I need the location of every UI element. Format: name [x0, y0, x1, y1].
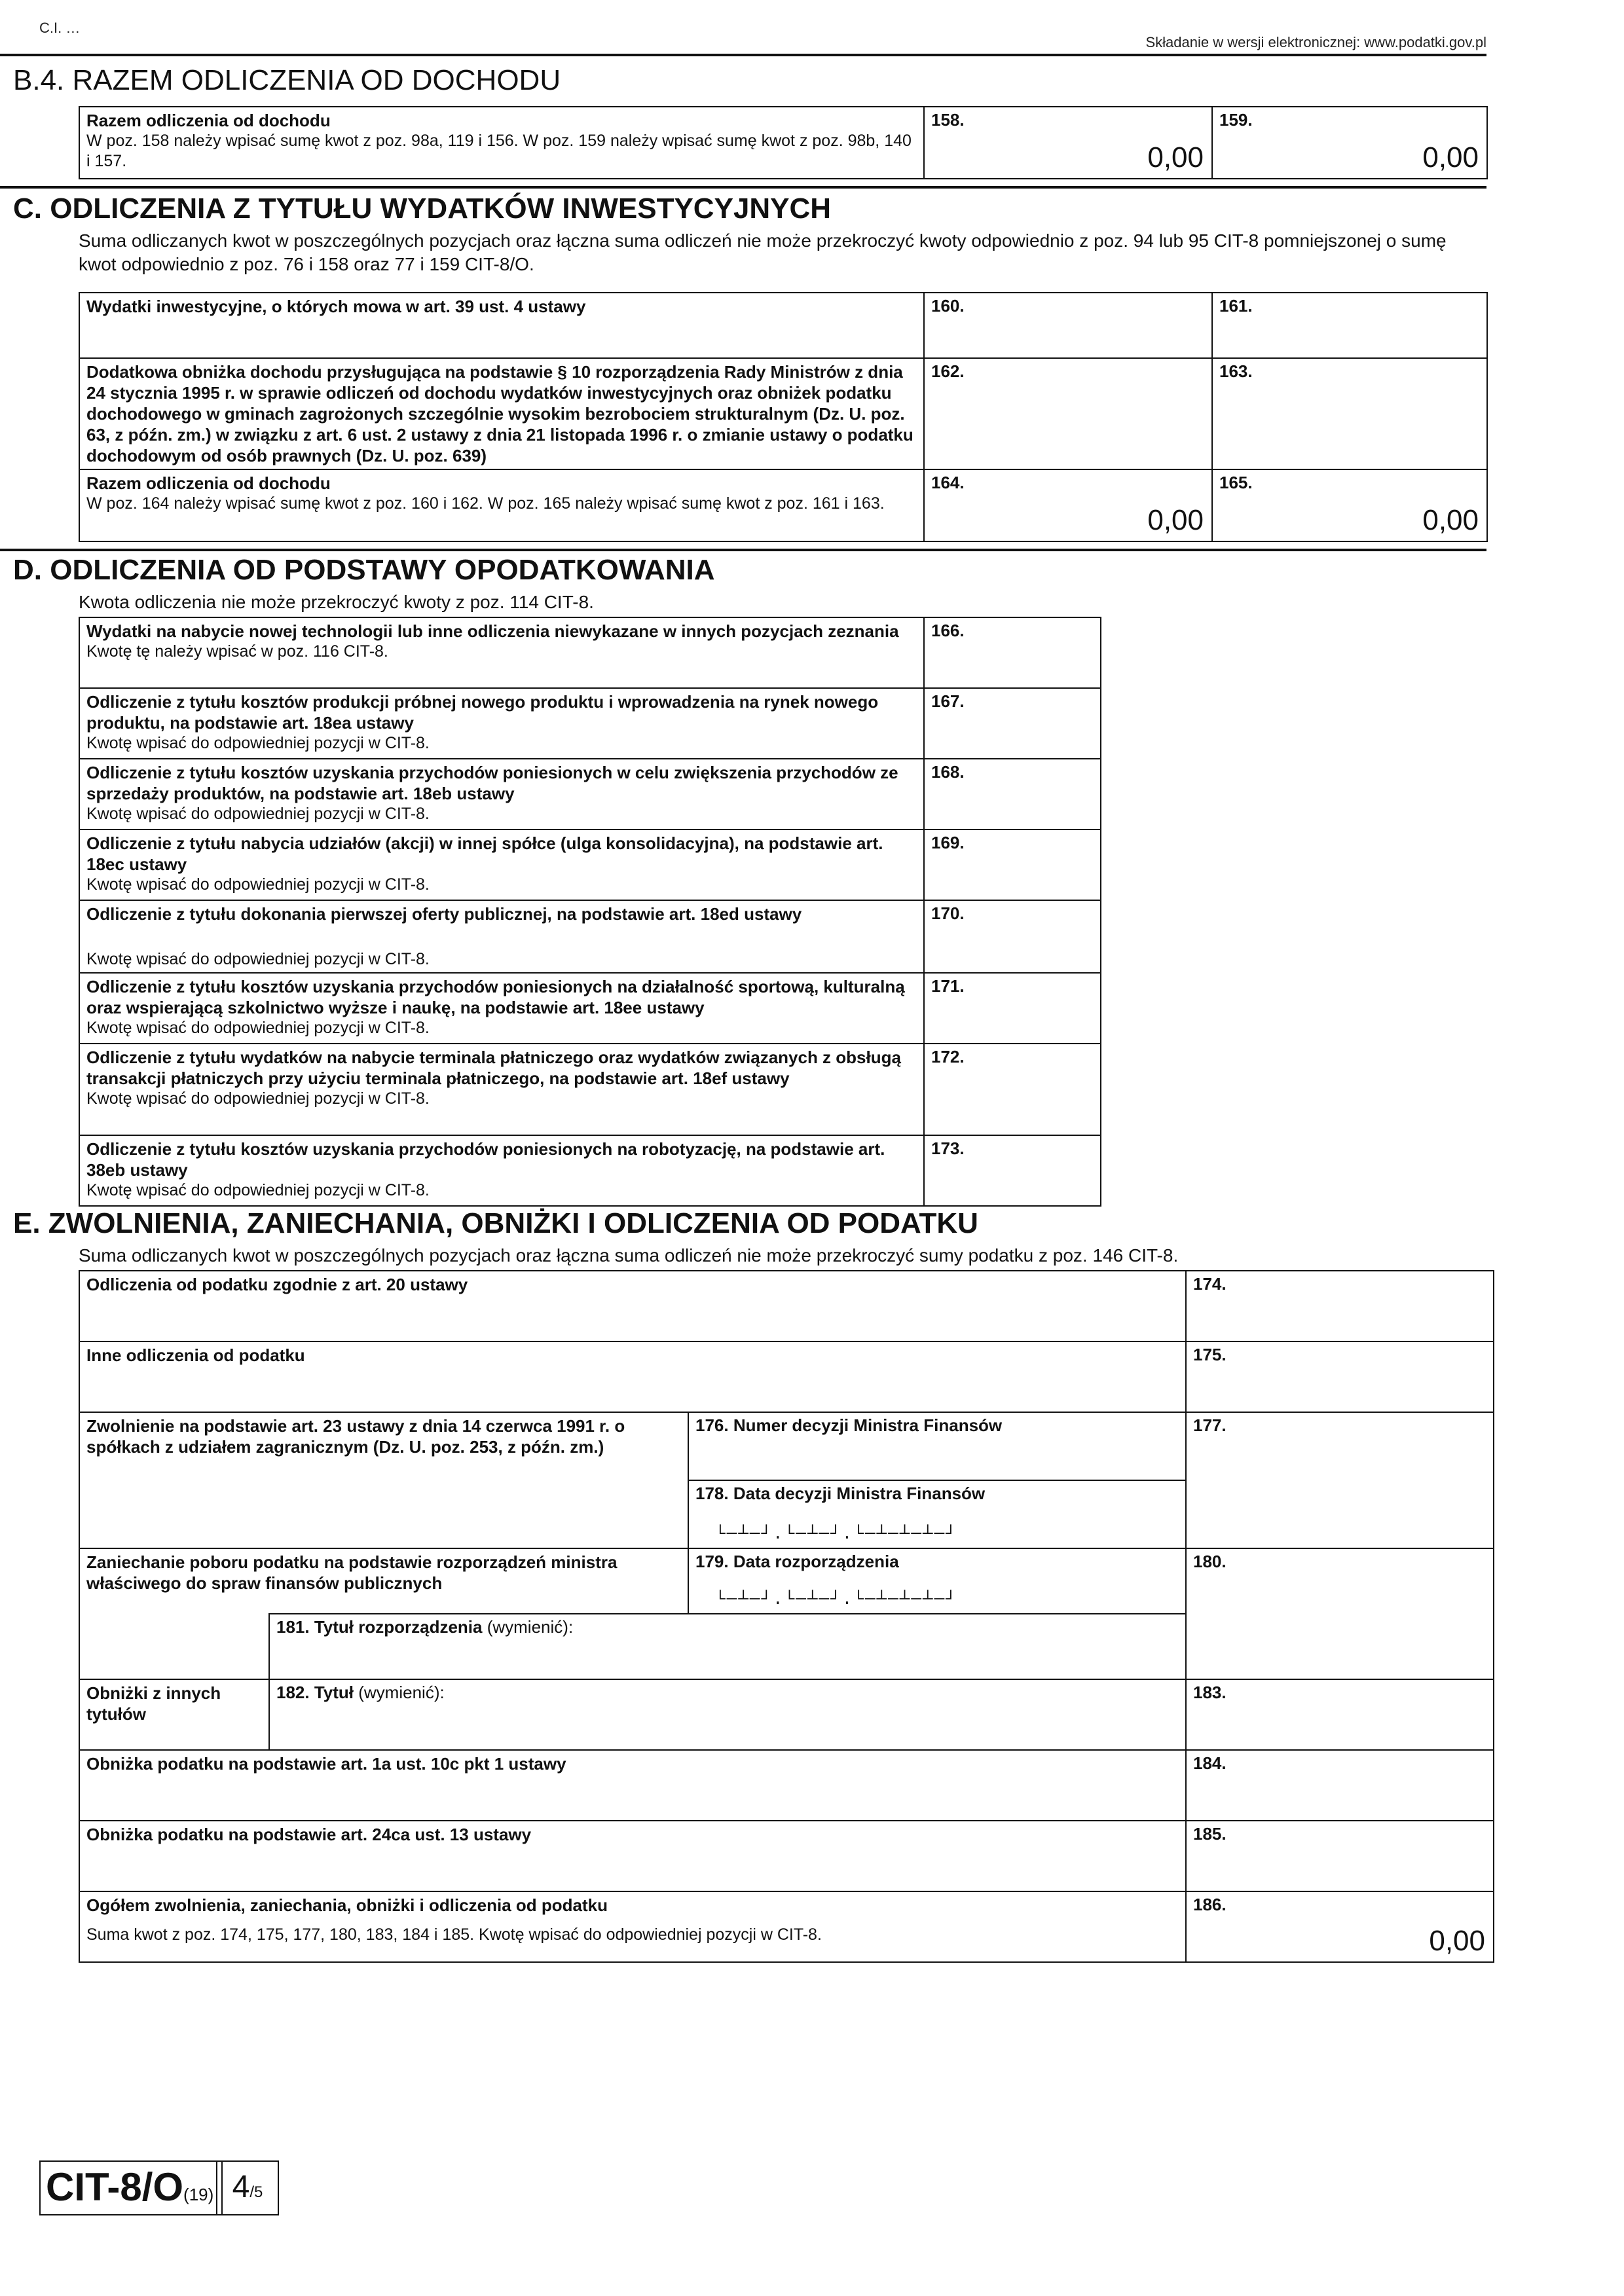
e-row-180-label [79, 1548, 688, 1614]
field-number: 161. [1219, 296, 1253, 316]
d-row-instruction: Kwotę wpisać do odpowiedniej pozycji w CIT-8. [86, 1019, 430, 1037]
d-row-label: Odliczenie z tytułu kosztów uzyskania przychodów poniesionych na działalność sportową, kulturalną oraz wspierającą szkolnictwo wyższe i naukę, na podstawie art. 18ee ustawy [86, 977, 905, 1017]
field-number: 160. [931, 296, 965, 316]
e-row-185-label [79, 1821, 1186, 1891]
b4-label-cell [79, 107, 924, 179]
field-number: 172. [931, 1047, 965, 1066]
d-row-label: Wydatki na nabycie nowej technologii lub inne odliczenia niewykazane w innych pozycjach zeznania [86, 621, 899, 641]
field-185[interactable] [1186, 1821, 1494, 1891]
field-number: 168. [931, 762, 965, 782]
field-number: 183. [1193, 1683, 1227, 1702]
field-159-value: 0,00 [1422, 141, 1479, 173]
field-179[interactable] [688, 1548, 1186, 1614]
d-row-label: Odliczenie z tytułu wydatków na nabycie terminala płatniczego oraz wydatków związanych z obsługą transakcji płatniczych przy użyciu terminala płatniczego, na podstawie art. 18ef ustawy [86, 1048, 901, 1088]
field-number: 170. [931, 903, 965, 923]
section-d-table [79, 617, 1101, 1207]
field-171[interactable] [924, 973, 1101, 1044]
d-row-171-label [79, 973, 924, 1044]
date-boxes-179: └─┴─┘.└─┴─┘.└─┴─┴─┴─┘ [715, 1590, 957, 1609]
section-c-note: Suma odliczanych kwot w poszczególnych pozycjach oraz łączna suma odliczeń nie może przekroczyć kwoty odpowiednio z poz. 94 lub 95 CIT-8 pomniejszonej o sumę kwot odpowiednio z poz. 76 i 158 oraz 77 i 159 CIT-8/O. [79, 230, 1447, 274]
field-167[interactable] [924, 688, 1101, 759]
section-c-bottom-rule [0, 549, 1486, 551]
field-177[interactable] [1186, 1412, 1494, 1548]
field-number: 162. [931, 361, 965, 381]
field-186[interactable] [1186, 1891, 1494, 1962]
field-173[interactable] [924, 1135, 1101, 1206]
b4-instruction: W poz. 158 należy wpisać sumę kwot z poz. 98a, 119 i 156. W poz. 159 należy wpisać sumę kwot z poz. 98b, 140 i 157. [86, 132, 912, 170]
e-row-183-label [79, 1679, 269, 1750]
e-row-label: Ogółem zwolnienia, zaniechania, obniżki i odliczenia od podatku [86, 1895, 608, 1915]
field-160[interactable] [924, 293, 1212, 358]
field-number: 165. [1219, 473, 1253, 492]
c-row-instruction: W poz. 164 należy wpisać sumę kwot z poz. 160 i 162. W poz. 165 należy wpisać sumę kwot z poz. 161 i 163. [86, 494, 885, 513]
d-row-167-label [79, 688, 924, 759]
d-row-170-label [79, 900, 924, 973]
d-row-173-label [79, 1135, 924, 1206]
b4-label: Razem odliczenia od dochodu [86, 111, 331, 130]
e-row-177-label [79, 1412, 688, 1548]
d-row-166-label [79, 617, 924, 688]
c-row-label: Wydatki inwestycyjne, o których mowa w art. 39 ust. 4 ustawy [86, 297, 586, 316]
d-row-label: Odliczenie z tytułu kosztów uzyskania przychodów poniesionych w celu zwiększenia przychodów ze sprzedaży produktów, na podstawie art. 18eb ustawy [86, 763, 898, 803]
header-rule [0, 54, 1486, 56]
d-row-169-label [79, 829, 924, 900]
field-169[interactable] [924, 829, 1101, 900]
field-183[interactable] [1186, 1679, 1494, 1750]
section-d-title: D. ODLICZENIA OD PODSTAWY OPODATKOWANIA [13, 554, 715, 586]
field-176[interactable] [688, 1412, 1186, 1480]
field-number: 185. [1193, 1824, 1227, 1844]
form-version: (19) [183, 2185, 214, 2204]
form-code-box [39, 2160, 223, 2215]
d-row-label: Odliczenie z tytułu kosztów produkcji próbnej nowego produktu i wprowadzenia na rynek nowego produktu, na podstawie art. 18ea ustawy [86, 692, 879, 733]
e-row-174-label [79, 1271, 1186, 1341]
field-number: 179. Data rozporządzenia [695, 1552, 899, 1571]
field-182[interactable] [269, 1679, 1186, 1750]
section-b4-title: B.4. RAZEM ODLICZENIA OD DOCHODU [13, 64, 561, 96]
field-number: 166. [931, 621, 965, 640]
section-d-note: Kwota odliczenia nie może przekroczyć kwoty z poz. 114 CIT-8. [79, 592, 594, 612]
page-number-box [216, 2160, 279, 2215]
field-166[interactable] [924, 617, 1101, 688]
section-b4-table [79, 106, 1488, 179]
d-row-label: Odliczenie z tytułu kosztów uzyskania przychodów poniesionych na robotyzację, na podstawie art. 38eb ustawy [86, 1139, 885, 1180]
form-code: CIT-8/O [46, 2165, 184, 2209]
field-161[interactable] [1212, 293, 1487, 358]
field-158-value: 0,00 [1147, 141, 1204, 173]
d-row-instruction: Kwotę wpisać do odpowiedniej pozycji w CIT-8. [86, 875, 430, 894]
date-boxes-178: └─┴─┘.└─┴─┘.└─┴─┴─┴─┘ [715, 1524, 957, 1544]
field-number: 169. [931, 833, 965, 852]
e-row-175-label [79, 1341, 1186, 1412]
d-row-instruction: Kwotę wpisać do odpowiedniej pozycji w CIT-8. [86, 950, 430, 968]
e-row-186-label [79, 1891, 1186, 1962]
d-row-instruction: Kwotę wpisać do odpowiedniej pozycji w CIT-8. [86, 805, 430, 823]
d-row-instruction: Kwotę tę należy wpisać w poz. 116 CIT-8. [86, 642, 388, 661]
field-182-hint: (wymienić): [358, 1683, 445, 1702]
section-b4-bottom-rule [0, 186, 1486, 189]
field-number: 186. [1193, 1895, 1227, 1914]
e-row-instruction: Suma kwot z poz. 174, 175, 177, 180, 183, 184 i 185. Kwotę wpisać do odpowiedniej pozycji w CIT-8. [86, 1925, 822, 1944]
field-175[interactable] [1186, 1341, 1494, 1412]
section-c-table [79, 292, 1488, 542]
field-184[interactable] [1186, 1750, 1494, 1821]
e-row-label: Obniżka podatku na podstawie art. 24ca ust. 13 ustawy [86, 1825, 532, 1844]
field-number: 173. [931, 1139, 965, 1158]
field-174[interactable] [1186, 1271, 1494, 1341]
field-182-title: 182. Tytuł [276, 1683, 354, 1702]
c-row-label: Razem odliczenia od dochodu [86, 473, 331, 493]
field-159[interactable] [1212, 107, 1487, 179]
field-number: 184. [1193, 1753, 1227, 1773]
field-number: 167. [931, 691, 965, 711]
field-162[interactable] [924, 358, 1212, 469]
section-c-title: C. ODLICZENIA Z TYTUŁU WYDATKÓW INWESTYCYJNYCH [13, 192, 832, 225]
d-row-instruction: Kwotę wpisać do odpowiedniej pozycji w CIT-8. [86, 734, 430, 752]
d-row-instruction: Kwotę wpisać do odpowiedniej pozycji w CIT-8. [86, 1181, 430, 1199]
field-181-title: 181. Tytuł rozporządzenia [276, 1617, 483, 1637]
e-row-184-label [79, 1750, 1186, 1821]
field-number [276, 1683, 1179, 1703]
section-e-table [79, 1270, 1494, 1963]
d-row-label: Odliczenie z tytułu nabycia udziałów (akcji) w innej spółce (ulga konsolidacyjna), na podstawie art. 18ec ustawy [86, 833, 883, 874]
page-number: 4 [232, 2170, 250, 2204]
field-180[interactable] [1186, 1548, 1494, 1679]
field-181-hint: (wymienić): [487, 1617, 574, 1637]
d-row-label: Odliczenie z tytułu dokonania pierwszej oferty publicznej, na podstawie art. 18ed ustawy [86, 904, 802, 924]
d-row-168-label [79, 759, 924, 829]
field-number: 176. Numer decyzji Ministra Finansów [695, 1415, 1003, 1435]
e-row-label: Zaniechanie poboru podatku na podstawie rozporządzeń ministra właściwego do spraw finansów publicznych [86, 1552, 618, 1593]
field-number: 175. [1193, 1345, 1227, 1364]
field-number: 177. [1193, 1415, 1227, 1435]
field-164-value: 0,00 [1147, 504, 1204, 536]
c-row-162-label [79, 358, 924, 469]
field-168[interactable] [924, 759, 1101, 829]
section-e-title: E. ZWOLNIENIA, ZANIECHANIA, OBNIŻKI I ODLICZENIA OD PODATKU [13, 1207, 978, 1239]
field-163[interactable] [1212, 358, 1487, 469]
field-number: 163. [1219, 361, 1253, 381]
d-row-instruction: Kwotę wpisać do odpowiedniej pozycji w CIT-8. [86, 1089, 430, 1108]
section-e-note: Suma odliczanych kwot w poszczególnych pozycjach oraz łączna suma odliczeń nie może przekroczyć sumy podatku z poz. 146 CIT-8. [79, 1245, 1179, 1266]
field-number [276, 1617, 1179, 1637]
field-165-value: 0,00 [1422, 504, 1479, 536]
e-row-180-spacer [79, 1614, 269, 1679]
field-172[interactable] [924, 1044, 1101, 1135]
field-186-value: 0,00 [1429, 1925, 1485, 1957]
e-row-label: Obniżki z innych tytułów [86, 1683, 221, 1724]
c-row-160-label [79, 293, 924, 358]
page-total: /5 [249, 2183, 263, 2201]
field-number: 178. Data decyzji Ministra Finansów [695, 1484, 986, 1503]
field-158[interactable] [924, 107, 1212, 179]
field-158-number: 158. [931, 110, 965, 130]
field-181[interactable] [269, 1614, 1186, 1679]
field-number: 180. [1193, 1552, 1227, 1571]
header-fragment: C.I. … [39, 20, 81, 36]
e-row-label: Odliczenia od podatku zgodnie z art. 20 ustawy [86, 1275, 468, 1294]
field-number: 164. [931, 473, 965, 492]
c-row-164-label [79, 469, 924, 541]
c-row-label: Dodatkowa obniżka dochodu przysługująca na podstawie § 10 rozporządzenia Rady Ministrów z dnia 24 stycznia 1995 r. w sprawie odliczeń od dochodu wydatków inwestycyjnych oraz obniżek podatku dochodowego w gminach zagrożonych szczególnie wysokim bezrobociem strukturalnym (Dz. U. poz. 63, z późn. zm.) w związku z art. 6 ust. 2 ustawy z dnia 21 listopada 1996 r. o zmianie ustawy o podatku dochodowym od osób prawnych (Dz. U. poz. 639) [86, 362, 913, 465]
e-row-label: Inne odliczenia od podatku [86, 1345, 305, 1365]
field-165[interactable] [1212, 469, 1487, 541]
electronic-filing-note: Składanie w wersji elektronicznej: www.podatki.gov.pl [1145, 34, 1486, 50]
e-row-label: Obniżka podatku na podstawie art. 1a ust. 10c pkt 1 ustawy [86, 1754, 566, 1774]
field-170[interactable] [924, 900, 1101, 973]
d-row-172-label [79, 1044, 924, 1135]
field-159-number: 159. [1219, 110, 1253, 130]
field-number: 171. [931, 976, 965, 996]
field-178[interactable] [688, 1480, 1186, 1548]
field-number: 174. [1193, 1274, 1227, 1294]
field-164[interactable] [924, 469, 1212, 541]
e-row-label: Zwolnienie na podstawie art. 23 ustawy z dnia 14 czerwca 1991 r. o spółkach z udziałem zagranicznym (Dz. U. poz. 253, z późn. zm.) [86, 1416, 625, 1457]
